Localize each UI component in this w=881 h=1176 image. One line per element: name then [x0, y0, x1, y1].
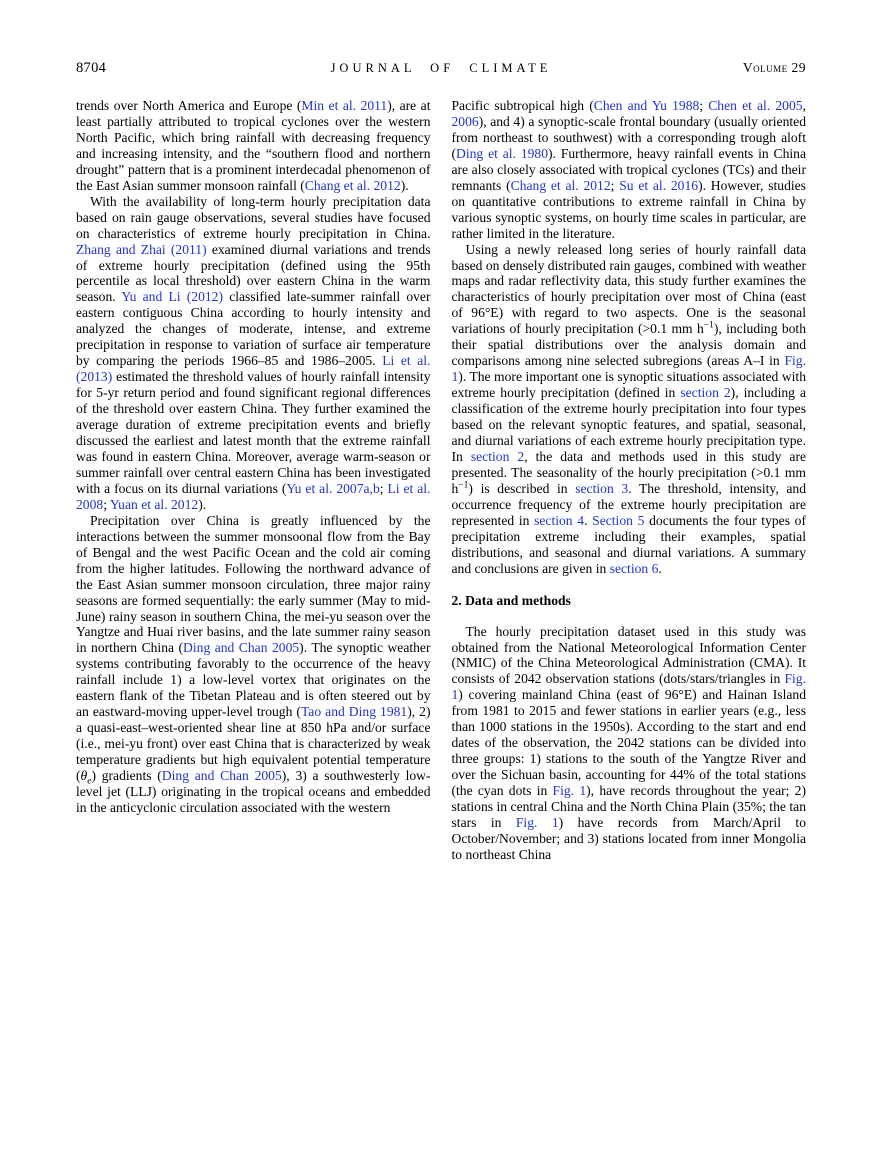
- text-run: ).: [400, 177, 409, 193]
- citation-link[interactable]: Tao and Ding 1981: [300, 704, 408, 720]
- text-run: Pacific subtropical high (: [451, 98, 594, 113]
- text-run: ) covering mainland China (east of 96°E) and Hainan Island from 1981 to 2015 and fewer stations in earlier years (e.g., less than 1000 stations in the 1950s). According to the start and end dates of the observation, the 2042 stations can be divided into three groups: 1) stations to the south of the Yangtze River and over the Sichuan basin, accounting for 44% of the total stations (the cyan dots in: [451, 687, 806, 799]
- page-header: [76, 60, 806, 77]
- paragraph: [452, 242, 807, 577]
- citation-link[interactable]: Ding et al. 1980: [456, 145, 549, 161]
- citation-link[interactable]: Li et al. (2013): [76, 353, 431, 385]
- page-number: 8704: [76, 60, 107, 76]
- text-run: −1: [703, 320, 714, 331]
- text-run: documents the four types of precipitation extreme including their examples, spatial distributions, and seasonal and diurnal variations. A summary and conclusions are given in: [451, 512, 806, 576]
- citation-link[interactable]: Fig. 1: [552, 783, 587, 799]
- text-run: Precipitation over China is greatly influenced by the interactions between the summer monsoonal flow from the Bay of Bengal and the west Pacific Ocean and the cold air coming from the higher latitudes. Following the northward advance of the East Asian summer monsoon circulation, three major rainy seasons are formed sequentially: the early summer (May to mid-June) rainy season in southern China, the mei-yu season over the Yangtze and Huai river basins, and the late summer rainy season in northern China (: [76, 512, 431, 656]
- citation-link[interactable]: Yuan et al. 2012: [109, 496, 199, 512]
- right-column: [452, 98, 807, 863]
- citation-link[interactable]: Chen et al. 2005: [708, 98, 803, 113]
- text-run: trends over North America and Europe (: [76, 98, 302, 113]
- text-run: ) gradients (: [91, 768, 162, 784]
- citation-link[interactable]: Fig. 1: [515, 814, 559, 830]
- paragraph: [76, 513, 431, 816]
- text-run: With the availability of long-term hourly precipitation data based on rain gauge observations, several studies have focused on characteristics of extreme hourly precipitation in China.: [76, 193, 431, 241]
- text-run: ), are at least partially attributed to tropical cyclones over the western North Pacific, which bring rainfall with decreasing frequency and increasing intensity, and the “southern flood and northern drought” pattern that is a prominent interdecadal phenomenon of the East Asian summer monsoon rainfall (: [76, 98, 431, 193]
- text-run: . The threshold, intensity, and occurrence frequency of the extreme hourly precipitation are represented in: [451, 480, 806, 528]
- text-run: ;: [379, 480, 388, 496]
- text-run: θ: [80, 768, 88, 784]
- citation-link[interactable]: Fig. 1: [451, 671, 806, 703]
- paragraph: [452, 624, 807, 863]
- citation-link[interactable]: Fig. 1: [451, 353, 806, 385]
- citation-link[interactable]: section 2: [680, 385, 731, 401]
- left-column: [76, 98, 431, 863]
- citation-link[interactable]: section 6: [609, 560, 659, 576]
- text-run: ), 3) a southwesterly low-level jet (LLJ) originating in the tropical oceans and embedded in the anticyclonic circulation associated with the western: [76, 768, 431, 815]
- text-run: .: [658, 560, 662, 576]
- text-run: −1: [458, 480, 469, 491]
- paragraph: [76, 194, 431, 513]
- text-run: ,: [802, 98, 806, 113]
- text-run: , the data and methods used in this study are presented. The seasonality of the hourly precipitation (>0.1 mm h: [451, 448, 806, 496]
- citation-link[interactable]: section 2: [470, 448, 525, 464]
- text-run: ). The synoptic weather systems contributing favorably to the occurrence of the heavy rainfall include 1) a low-level vortex that originates on the eastern flank of the Tibetan Plateau and is often steered out by an eastward-moving upper-level trough (: [76, 640, 431, 720]
- citation-link[interactable]: Ding and Chan 2005: [183, 640, 300, 656]
- citation-link[interactable]: Chang et al. 2012: [304, 177, 401, 193]
- citation-link[interactable]: Li et al. 2008: [76, 480, 431, 512]
- citation-link[interactable]: Yu and Li (2012): [121, 289, 223, 305]
- text-run: ) have records from March/April to October/November; and 3) stations located from inner Mongolia to northeast China: [451, 814, 806, 862]
- paragraph: [76, 98, 431, 194]
- citation-link[interactable]: section 4: [534, 512, 585, 528]
- text-run: ;: [699, 98, 709, 113]
- text-run: ).: [198, 496, 207, 512]
- text-run: ). Furthermore, heavy rainfall events in China are also closely associated with tropical cyclones (TCs) and their remnants (: [451, 145, 806, 193]
- citation-link[interactable]: Chen and Yu 1988: [593, 98, 700, 113]
- text-run: Using a newly released long series of hourly rainfall data based on densely distributed rain gauges, combined with weather maps and radar reflectivity data, this study further examines the characteristics of hourly precipitation over most of China (east of 96°E) with regard to two aspects. One is the seasonal variations of hourly precipitation (>0.1 mm h: [451, 241, 806, 337]
- volume-label: Volume 29: [742, 60, 806, 75]
- text-run: classified late-summer rainfall over eastern contiguous China according to hourly intensity and analyzed the changes of moderate, intense, and extreme precipitation in response to variation of surface air temperature by comparing the periods 1966–85 and 1986–2005.: [76, 289, 431, 369]
- citation-link[interactable]: 2006: [451, 113, 479, 129]
- paragraph: [452, 98, 807, 242]
- section-heading: 2. Data and methods: [451, 592, 571, 608]
- text-run: examined diurnal variations and trends of extreme hourly precipitation (defined using the 95th percentile as local threshold) over eastern China in the warm season.: [76, 241, 431, 305]
- text-run: ;: [103, 496, 110, 512]
- citation-link[interactable]: Su et al. 2016: [619, 177, 699, 193]
- citation-link[interactable]: Yu et al. 2007a,b: [286, 480, 380, 496]
- journal-title: JOURNAL OF CLIMATE: [330, 61, 552, 75]
- text-run: The hourly precipitation dataset used in this study was obtained from the National Meteorological Information Center (NMIC) of the China Meteorological Administration (CMA). It consists of 2042 observation stations (dots/stars/triangles in: [451, 623, 806, 687]
- text-run: .: [584, 512, 593, 528]
- two-column-body: [76, 98, 806, 863]
- citation-link[interactable]: Zhang and Zhai (2011): [76, 241, 207, 257]
- citation-link[interactable]: Ding and Chan 2005: [161, 768, 282, 784]
- citation-link[interactable]: Chang et al. 2012: [510, 177, 611, 193]
- text-run: ) is described in: [468, 480, 576, 496]
- text-run: ), and 4) a synoptic-scale frontal boundary (usually oriented from northeast to southwest) with a corresponding trough aloft (: [451, 113, 806, 161]
- text-run: ). However, studies on quantitative contributions to extreme rainfall in China by various synoptic systems, on hourly time scales in particular, are rather limited in the literature.: [451, 177, 806, 241]
- citation-link[interactable]: section 3: [575, 480, 629, 496]
- text-run: ), including both their spatial distributions over the analysis domain and comparisons among nine selected subregions (areas A–I in: [451, 321, 806, 369]
- text-run: e: [87, 776, 92, 787]
- text-run: ;: [610, 177, 620, 193]
- text-run: ), have records throughout the year; 2) stations in central China and the North China Plain (35%; the tan stars in: [451, 783, 807, 830]
- text-run: ), including a classification of the extreme hourly precipitation into four types based on the relevant synoptic features, and spatial, seasonal, and diurnal variations of each extreme hourly precipitation type. In: [451, 385, 806, 464]
- citation-link[interactable]: Section 5: [592, 512, 645, 528]
- text-run: ), 2) a quasi-east–west-oriented shear line at 850 hPa and/or surface (i.e., mei-yu front) over east China that is characterized by weak temperature gradients but high equivalent potential temperature (: [76, 704, 431, 784]
- text-run: estimated the threshold values of hourly rainfall intensity for 5-yr return period and found significant regional differences of the threshold over eastern China. They further examined the average duration of extreme precipitation events and briefly discussed the earliest and latest month that the extreme rainfall was found in eastern China. Moreover, average warm-season or summer rainfall over central eastern China has been investigated with a focus on its diurnal variations (: [76, 369, 431, 496]
- citation-link[interactable]: Min et al. 2011: [301, 98, 388, 113]
- text-run: ). The more important one is synoptic situations associated with extreme hourly precipitation (defined in: [451, 369, 806, 401]
